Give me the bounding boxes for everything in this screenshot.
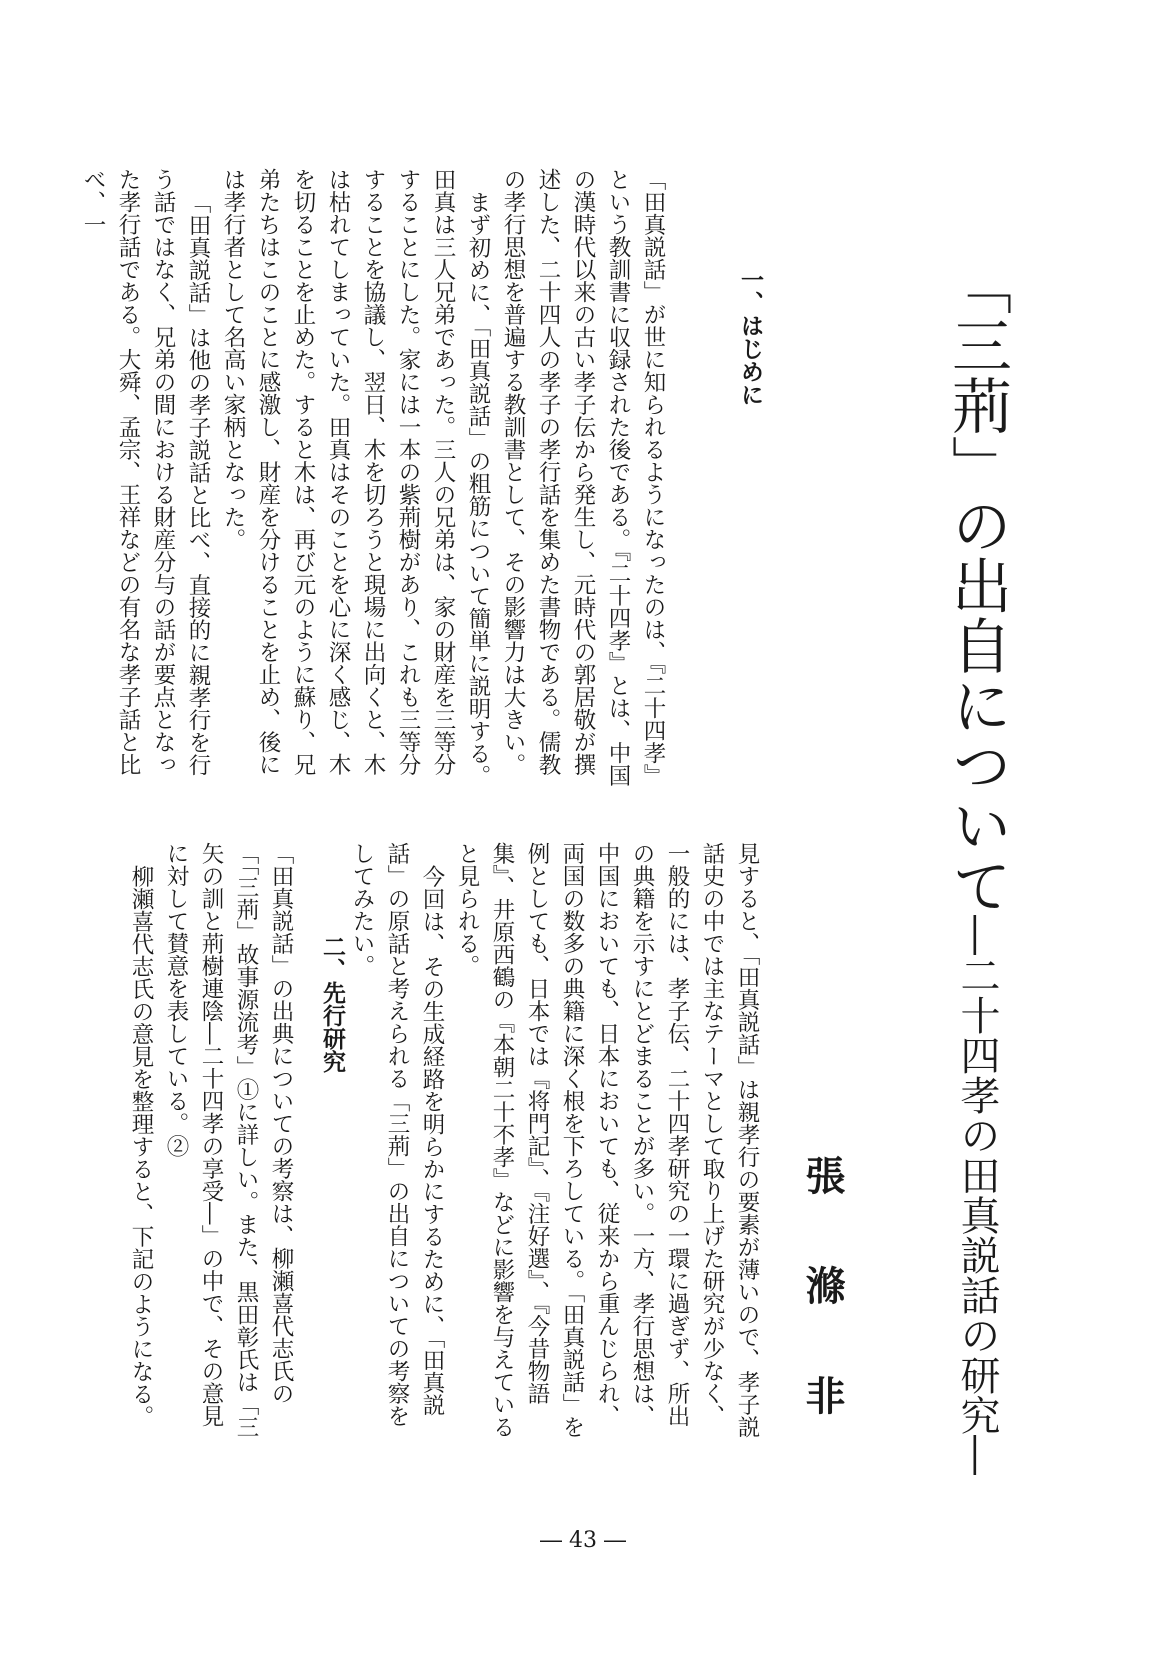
page-number: ― 43 ― xyxy=(540,1528,626,1553)
section-2-body xyxy=(110,842,298,1442)
paragraph: まず初めに、「田真説話」の粗筋について簡単に説明する。田真は三人兄弟であった。三人の兄弟は、家の財産を三等分することにした。家には一本の紫荊樹があり、これも三等分することを協議し、翌日、木を切ろうと現場に出向くと、木は枯れてしまっていた。田真はそのことを心に深く感じ、木を切ることを止めた。すると木は、再び元のように蘇り、兄弟たちはこのことに感激し、財産を分けることを止め、後には孝行者として名高い家柄となった。 xyxy=(220,168,491,787)
author-name xyxy=(800,1155,844,1415)
title-subtitle: ―二十四孝の田真説話の研究― xyxy=(954,915,1000,1475)
paper-title xyxy=(942,255,1012,1475)
paragraph: 柳瀬喜代志氏の意見を整理すると、下記のようになる。 xyxy=(128,864,154,1427)
section-2-heading: 二、先行研究 xyxy=(319,935,345,1073)
paragraph: 「田真説話」の出典についての考察は、柳瀬喜代志氏の「「三荊」故事源流考」①に詳しい。また、黒田彰氏は「三矢の訓と荊樹連陰―二十四孝の享受―」の中で、その意見に対して賛意を表している。② xyxy=(163,842,294,1439)
author-char-2: 滌 xyxy=(799,1265,846,1305)
title-main: 「三荊」の出自について xyxy=(942,255,1012,915)
author-char-3: 非 xyxy=(799,1375,846,1415)
paragraph: 見すると、「田真説話」は親孝行の要素が薄いので、孝子説話史の中では主なテーマとして取り上げた研究が少なく、一般的には、孝子伝、二十四孝研究の一環に過ぎず、所出の典籍を示すにとどまることが多い。一方、孝行思想は、中国においても、日本においても、従来から重んじられ、両国の数多の典籍に深く根を下ろしている。「田真説話」を例としても、日本では『将門記』、『注好選』、『今昔物語集』、井原西鶴の『本朝二十不孝』などに影響を与えていると見られる。 xyxy=(454,842,760,1439)
paragraph: 「田真説話」は他の孝子説話と比べ、直接的に親孝行を行う話ではなく、兄弟の間における財産分与の話が要点となった孝行話である。大舜、孟宗、王祥などの有名な孝子話と比べ、一 xyxy=(80,168,211,776)
section-1-heading: 一、はじめに xyxy=(737,268,763,406)
paragraph: 今回は、その生成経路を明らかにするために、「田真説話」の原話と考えられる「三荊」の出自についての考察をしてみたい。 xyxy=(349,842,445,1427)
section-1-body xyxy=(80,168,670,796)
author-char-1: 張 xyxy=(799,1155,846,1195)
section-1-continuation xyxy=(349,842,764,1442)
paragraph: 「田真説話」が世に知られるようになったのは、『二十四孝』という教訓書に収録された後である。『二十四孝』とは、中国の漢時代以来の古い孝子伝から発生し、元時代の郭居敬が撰述した、二十四人の孝子の孝行話を集めた書物である。儒教の孝行思想を普遍する教訓書として、その影響力は大きい。 xyxy=(500,168,666,787)
